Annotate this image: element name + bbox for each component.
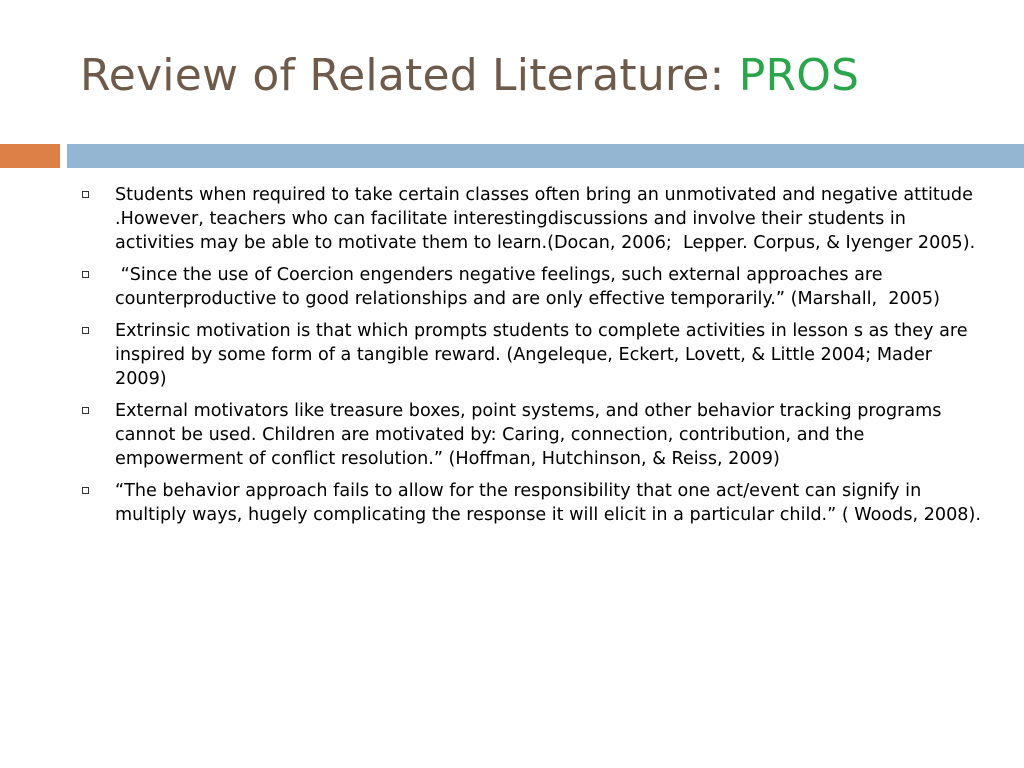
hollow-square-bullet-icon [82, 191, 89, 198]
hollow-square-bullet-icon [82, 271, 89, 278]
bullet-item-3 [82, 319, 982, 391]
bullet-text-5: “The behavior approach fails to allow for the responsibility that one act/event can signify in multiply ways, hugely complicating the response it will elicit in a particular child.” ( Woods, 2008). [115, 481, 981, 525]
bullet-text-2: “Since the use of Coercion engenders negative feelings, such external approaches are counterproductive to good relationships and are only effective temporarily.” (Marshall, 2005) [115, 265, 940, 309]
bullet-item-5 [82, 479, 982, 527]
accent-band-blue [67, 144, 1024, 168]
slide-title-main: Review of Related Literature: [80, 50, 739, 101]
bullet-item-4 [82, 399, 982, 471]
bullet-list [82, 183, 982, 527]
slide-content [82, 183, 982, 535]
hollow-square-bullet-icon [82, 407, 89, 414]
slide-title-accent: PROS [738, 50, 860, 101]
bullet-item-1 [82, 183, 982, 255]
bullet-text-1: Students when required to take certain classes often bring an unmotivated and negative attitude .However, teachers who can facilitate interestingdiscussions and involve their students in activities may be able to motivate them to learn.(Docan, 2006; Lepper. Corpus, & Iyenger 2005). [115, 185, 979, 253]
bullet-text-4: External motivators like treasure boxes, point systems, and other behavior tracking programs cannot be used. Children are motivated by: Caring, connection, contribution, and the empowerment of conflict resolution.” (Hoffman, Hutchinson, & Reiss, 2009) [115, 401, 948, 469]
bullet-text-3: Extrinsic motivation is that which prompts students to complete activities in lesson s as they are inspired by some form of a tangible reward. (Angeleque, Eckert, Lovett, & Little 2004; Mader 2009) [115, 321, 974, 389]
slide-title [80, 52, 859, 100]
accent-band-orange [0, 144, 60, 168]
bullet-item-2 [82, 263, 982, 311]
hollow-square-bullet-icon [82, 487, 89, 494]
hollow-square-bullet-icon [82, 327, 89, 334]
